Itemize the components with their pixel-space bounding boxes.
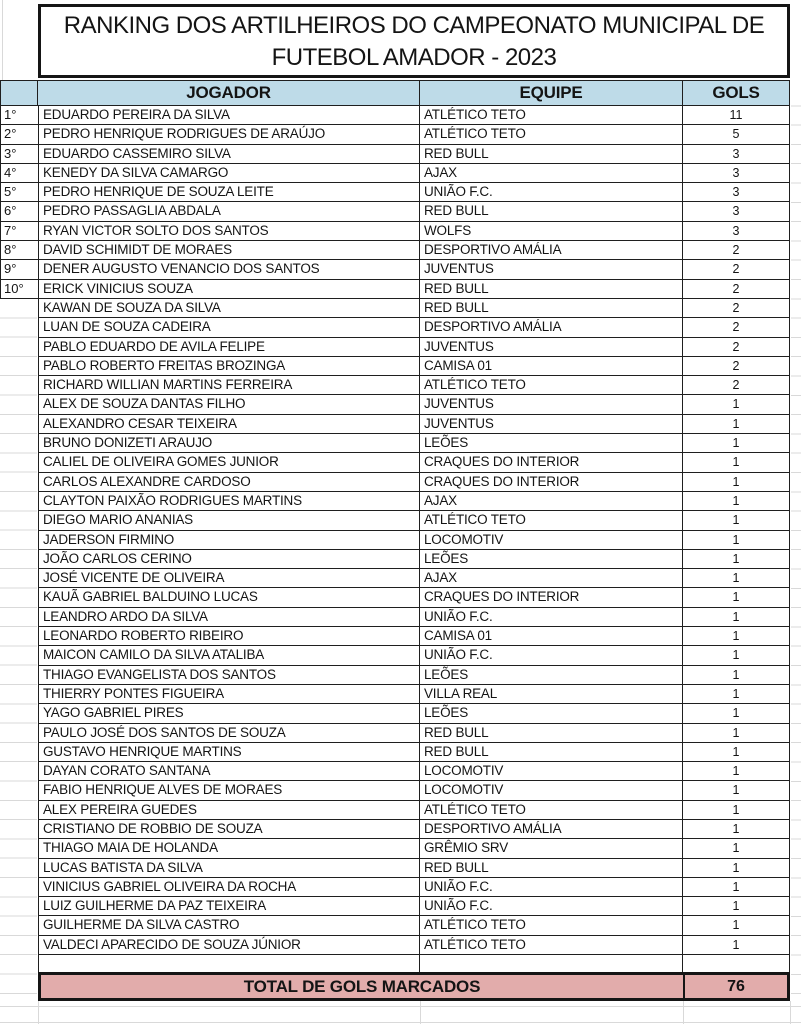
gols-cell: 1 bbox=[683, 608, 790, 626]
team-cell: DESPORTIVO AMÁLIA bbox=[420, 820, 683, 838]
team-cell: ATLÉTICO TETO bbox=[420, 916, 683, 934]
gols-cell: 1 bbox=[683, 859, 790, 877]
gols-cell: 1 bbox=[683, 916, 790, 934]
player-cell: ALEX DE SOUZA DANTAS FILHO bbox=[38, 395, 420, 413]
team-cell: LEÕES bbox=[420, 704, 683, 722]
team-cell: ATLÉTICO TETO bbox=[420, 106, 683, 124]
gols-cell: 2 bbox=[683, 280, 790, 298]
team-cell: LOCOMOTIV bbox=[420, 781, 683, 799]
table-row bbox=[38, 781, 790, 800]
rank-cell: 5° bbox=[0, 183, 38, 202]
player-cell: CRISTIANO DE ROBBIO DE SOUZA bbox=[38, 820, 420, 838]
gols-cell: 1 bbox=[683, 801, 790, 819]
table-row bbox=[38, 666, 790, 685]
gols-cell: 2 bbox=[683, 260, 790, 278]
total-row bbox=[38, 972, 790, 1001]
gols-cell: 1 bbox=[683, 897, 790, 915]
team-cell: DESPORTIVO AMÁLIA bbox=[420, 241, 683, 259]
gols-cell: 1 bbox=[683, 531, 790, 549]
gols-cell: 3 bbox=[683, 222, 790, 240]
gols-cell: 1 bbox=[683, 434, 790, 452]
gols-cell: 3 bbox=[683, 202, 790, 220]
gols-cell: 1 bbox=[683, 666, 790, 684]
gols-cell: 2 bbox=[683, 357, 790, 375]
gols-cell: 1 bbox=[683, 839, 790, 857]
gols-cell: 1 bbox=[683, 453, 790, 471]
player-cell: JADERSON FIRMINO bbox=[38, 531, 420, 549]
gols-cell: 1 bbox=[683, 492, 790, 510]
gridline bbox=[790, 1001, 791, 1024]
team-cell: ATLÉTICO TETO bbox=[420, 801, 683, 819]
rank-cell: 4° bbox=[0, 164, 38, 183]
gols-cell: 1 bbox=[683, 878, 790, 896]
team-cell: AJAX bbox=[420, 569, 683, 587]
page-title-line1: RANKING DOS ARTILHEIROS DO CAMPEONATO MUNICIPAL DE bbox=[63, 12, 765, 39]
gols-cell: 3 bbox=[683, 145, 790, 163]
team-cell: JUVENTUS bbox=[420, 338, 683, 356]
player-cell: DIEGO MARIO ANANIAS bbox=[38, 511, 420, 529]
table-row bbox=[38, 241, 790, 260]
gols-cell: 1 bbox=[683, 569, 790, 587]
header-rank-cell bbox=[0, 80, 38, 106]
table-body bbox=[38, 106, 790, 955]
table-row bbox=[38, 492, 790, 511]
player-cell: CALIEL DE OLIVEIRA GOMES JUNIOR bbox=[38, 453, 420, 471]
player-cell: ALEX PEREIRA GUEDES bbox=[38, 801, 420, 819]
team-cell: GRÊMIO SRV bbox=[420, 839, 683, 857]
table-row bbox=[38, 801, 790, 820]
table-row bbox=[38, 550, 790, 569]
player-cell: JOSÉ VICENTE DE OLIVEIRA bbox=[38, 569, 420, 587]
player-cell: GUSTAVO HENRIQUE MARTINS bbox=[38, 743, 420, 761]
player-cell: VALDECI APARECIDO DE SOUZA JÚNIOR bbox=[38, 936, 420, 954]
team-cell: CRAQUES DO INTERIOR bbox=[420, 453, 683, 471]
rank-cell: 3° bbox=[0, 145, 38, 164]
gols-cell: 1 bbox=[683, 415, 790, 433]
player-cell: PEDRO HENRIQUE DE SOUZA LEITE bbox=[38, 183, 420, 201]
team-cell: RED BULL bbox=[420, 280, 683, 298]
table-row bbox=[38, 511, 790, 530]
table-row bbox=[38, 415, 790, 434]
player-cell: ERICK VINICIUS SOUZA bbox=[38, 280, 420, 298]
table-row bbox=[38, 434, 790, 453]
team-cell: AJAX bbox=[420, 164, 683, 182]
table-header-row bbox=[0, 80, 790, 106]
rank-cell: 9° bbox=[0, 260, 38, 279]
player-cell: KAUÃ GABRIEL BALDUINO LUCAS bbox=[38, 588, 420, 606]
gridline bbox=[683, 1001, 684, 1024]
gridline bbox=[0, 1006, 801, 1007]
team-cell: ATLÉTICO TETO bbox=[420, 511, 683, 529]
gols-cell: 3 bbox=[683, 183, 790, 201]
team-cell: CAMISA 01 bbox=[420, 627, 683, 645]
team-cell: UNIÃO F.C. bbox=[420, 897, 683, 915]
gols-cell: 1 bbox=[683, 473, 790, 491]
gols-cell: 1 bbox=[683, 724, 790, 742]
table-row bbox=[38, 588, 790, 607]
team-cell: RED BULL bbox=[420, 299, 683, 317]
player-cell: EDUARDO PEREIRA DA SILVA bbox=[38, 106, 420, 124]
table-row bbox=[38, 859, 790, 878]
gridline bbox=[0, 1022, 801, 1023]
table-row bbox=[38, 627, 790, 646]
table-row bbox=[38, 878, 790, 897]
table-row bbox=[38, 376, 790, 395]
table-row bbox=[38, 531, 790, 550]
player-cell: KAWAN DE SOUZA DA SILVA bbox=[38, 299, 420, 317]
table-row bbox=[38, 395, 790, 414]
team-cell: LOCOMOTIV bbox=[420, 762, 683, 780]
table-row bbox=[38, 357, 790, 376]
gols-cell: 1 bbox=[683, 762, 790, 780]
gols-cell: 1 bbox=[683, 685, 790, 703]
table-row bbox=[38, 260, 790, 279]
gridline bbox=[0, 299, 37, 1001]
empty-gols-cell bbox=[683, 955, 790, 973]
table-row bbox=[38, 762, 790, 781]
rank-cell: 8° bbox=[0, 241, 38, 260]
player-cell: LUAN DE SOUZA CADEIRA bbox=[38, 318, 420, 336]
player-cell: LUIZ GUILHERME DA PAZ TEIXEIRA bbox=[38, 897, 420, 915]
player-cell: DAYAN CORATO SANTANA bbox=[38, 762, 420, 780]
empty-player-cell bbox=[38, 955, 420, 973]
header-jogador-cell: JOGADOR bbox=[38, 80, 420, 106]
gols-cell: 3 bbox=[683, 164, 790, 182]
total-label: TOTAL DE GOLS MARCADOS bbox=[243, 976, 481, 996]
team-cell: UNIÃO F.C. bbox=[420, 646, 683, 664]
player-cell: THIAGO EVANGELISTA DOS SANTOS bbox=[38, 666, 420, 684]
player-cell: VINICIUS GABRIEL OLIVEIRA DA ROCHA bbox=[38, 878, 420, 896]
team-cell: UNIÃO F.C. bbox=[420, 608, 683, 626]
table-row bbox=[38, 280, 790, 299]
team-cell: JUVENTUS bbox=[420, 395, 683, 413]
team-cell: LEÕES bbox=[420, 550, 683, 568]
gols-cell: 5 bbox=[683, 125, 790, 143]
table-row bbox=[38, 704, 790, 723]
player-cell: CLAYTON PAIXÃO RODRIGUES MARTINS bbox=[38, 492, 420, 510]
empty-row bbox=[38, 955, 790, 973]
gols-cell: 1 bbox=[683, 704, 790, 722]
player-cell: LEANDRO ARDO DA SILVA bbox=[38, 608, 420, 626]
table-row bbox=[38, 473, 790, 492]
table-row bbox=[38, 183, 790, 202]
gols-cell: 2 bbox=[683, 318, 790, 336]
table-row bbox=[38, 724, 790, 743]
team-cell: RED BULL bbox=[420, 859, 683, 877]
team-cell: LOCOMOTIV bbox=[420, 531, 683, 549]
team-cell: ATLÉTICO TETO bbox=[420, 125, 683, 143]
player-cell: PEDRO HENRIQUE RODRIGUES DE ARAÚJO bbox=[38, 125, 420, 143]
gols-cell: 1 bbox=[683, 781, 790, 799]
rank-cell: 1° bbox=[0, 106, 38, 125]
team-cell: RED BULL bbox=[420, 145, 683, 163]
player-cell: PAULO JOSÉ DOS SANTOS DE SOUZA bbox=[38, 724, 420, 742]
rank-cell: 6° bbox=[0, 202, 38, 221]
player-cell: THIERRY PONTES FIGUEIRA bbox=[38, 685, 420, 703]
total-gols-value: 76 bbox=[683, 975, 787, 998]
table-row bbox=[38, 916, 790, 935]
team-cell: JUVENTUS bbox=[420, 415, 683, 433]
player-cell: PEDRO PASSAGLIA ABDALA bbox=[38, 202, 420, 220]
gols-cell: 1 bbox=[683, 646, 790, 664]
team-cell: DESPORTIVO AMÁLIA bbox=[420, 318, 683, 336]
gols-cell: 1 bbox=[683, 936, 790, 954]
gols-cell: 1 bbox=[683, 820, 790, 838]
table-row bbox=[38, 125, 790, 144]
gols-cell: 11 bbox=[683, 106, 790, 124]
player-cell: RYAN VICTOR SOLTO DOS SANTOS bbox=[38, 222, 420, 240]
rank-cell: 10° bbox=[0, 280, 38, 299]
team-cell: CAMISA 01 bbox=[420, 357, 683, 375]
gols-cell: 2 bbox=[683, 376, 790, 394]
team-cell: LEÕES bbox=[420, 434, 683, 452]
player-cell: YAGO GABRIEL PIRES bbox=[38, 704, 420, 722]
player-cell: BRUNO DONIZETI ARAUJO bbox=[38, 434, 420, 452]
player-cell: MAICON CAMILO DA SILVA ATALIBA bbox=[38, 646, 420, 664]
player-cell: EDUARDO CASSEMIRO SILVA bbox=[38, 145, 420, 163]
gols-cell: 2 bbox=[683, 338, 790, 356]
table-row bbox=[38, 743, 790, 762]
rank-column bbox=[0, 106, 38, 299]
table-row bbox=[38, 222, 790, 241]
team-cell: JUVENTUS bbox=[420, 260, 683, 278]
table-row bbox=[38, 106, 790, 125]
team-cell: UNIÃO F.C. bbox=[420, 878, 683, 896]
gols-cell: 1 bbox=[683, 588, 790, 606]
gols-cell: 1 bbox=[683, 550, 790, 568]
page-title-line2: FUTEBOL AMADOR - 2023 bbox=[271, 44, 557, 71]
table-row bbox=[38, 897, 790, 916]
team-cell: RED BULL bbox=[420, 743, 683, 761]
empty-team-cell bbox=[420, 955, 683, 973]
team-cell: UNIÃO F.C. bbox=[420, 183, 683, 201]
gols-cell: 1 bbox=[683, 511, 790, 529]
gridline bbox=[38, 1001, 39, 1024]
gols-cell: 1 bbox=[683, 743, 790, 761]
team-cell: ATLÉTICO TETO bbox=[420, 936, 683, 954]
team-cell: LEÕES bbox=[420, 666, 683, 684]
team-cell: CRAQUES DO INTERIOR bbox=[420, 588, 683, 606]
team-cell: ATLÉTICO TETO bbox=[420, 376, 683, 394]
player-cell: GUILHERME DA SILVA CASTRO bbox=[38, 916, 420, 934]
table-row bbox=[38, 569, 790, 588]
table-row bbox=[38, 839, 790, 858]
player-cell: PABLO ROBERTO FREITAS BROZINGA bbox=[38, 357, 420, 375]
gridline bbox=[2, 0, 3, 80]
player-cell: FABIO HENRIQUE ALVES DE MORAES bbox=[38, 781, 420, 799]
player-cell: LEONARDO ROBERTO RIBEIRO bbox=[38, 627, 420, 645]
table-row bbox=[38, 145, 790, 164]
player-cell: THIAGO MAIA DE HOLANDA bbox=[38, 839, 420, 857]
gols-cell: 2 bbox=[683, 299, 790, 317]
table-row bbox=[38, 936, 790, 955]
player-cell: JOÃO CARLOS CERINO bbox=[38, 550, 420, 568]
gridline bbox=[791, 87, 801, 1001]
team-cell: RED BULL bbox=[420, 202, 683, 220]
player-cell: RICHARD WILLIAN MARTINS FERREIRA bbox=[38, 376, 420, 394]
player-cell: DAVID SCHIMIDT DE MORAES bbox=[38, 241, 420, 259]
team-cell: RED BULL bbox=[420, 724, 683, 742]
table-row bbox=[38, 318, 790, 337]
header-equipe-cell: EQUIPE bbox=[420, 80, 683, 106]
gols-cell: 2 bbox=[683, 241, 790, 259]
title-box bbox=[38, 4, 790, 78]
table-row bbox=[38, 608, 790, 627]
table-row bbox=[38, 299, 790, 318]
rank-cell: 7° bbox=[0, 222, 38, 241]
player-cell: DENER AUGUSTO VENANCIO DOS SANTOS bbox=[38, 260, 420, 278]
player-cell: ALEXANDRO CESAR TEIXEIRA bbox=[38, 415, 420, 433]
header-gols-cell: GOLS bbox=[683, 80, 790, 106]
gols-cell: 1 bbox=[683, 627, 790, 645]
gridline bbox=[420, 1001, 421, 1024]
table-row bbox=[38, 202, 790, 221]
table-row bbox=[38, 164, 790, 183]
gols-cell: 1 bbox=[683, 395, 790, 413]
rank-cell: 2° bbox=[0, 125, 38, 144]
player-cell: PABLO EDUARDO DE AVILA FELIPE bbox=[38, 338, 420, 356]
team-cell: WOLFS bbox=[420, 222, 683, 240]
player-cell: LUCAS BATISTA DA SILVA bbox=[38, 859, 420, 877]
table-row bbox=[38, 820, 790, 839]
table-row bbox=[38, 685, 790, 704]
team-cell: CRAQUES DO INTERIOR bbox=[420, 473, 683, 491]
team-cell: VILLA REAL bbox=[420, 685, 683, 703]
table-row bbox=[38, 338, 790, 357]
team-cell: AJAX bbox=[420, 492, 683, 510]
player-cell: KENEDY DA SILVA CAMARGO bbox=[38, 164, 420, 182]
table-row bbox=[38, 646, 790, 665]
table-row bbox=[38, 453, 790, 472]
player-cell: CARLOS ALEXANDRE CARDOSO bbox=[38, 473, 420, 491]
